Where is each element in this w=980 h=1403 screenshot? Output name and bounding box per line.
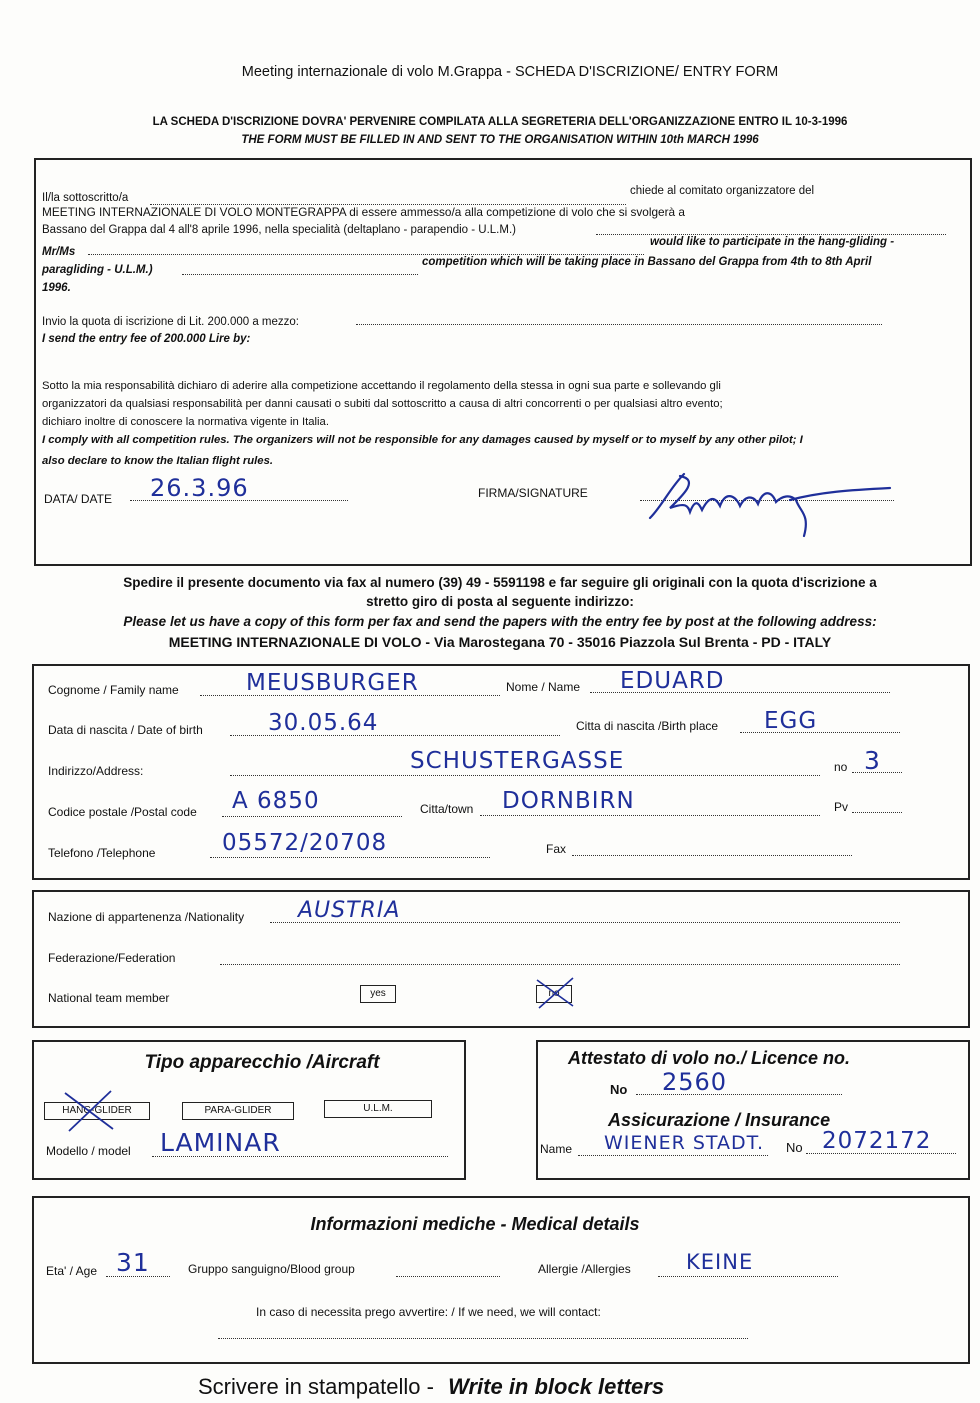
licence-no-field[interactable]: 2560 bbox=[662, 1068, 728, 1096]
federation-line[interactable] bbox=[220, 964, 900, 965]
name-label: Nome / Name bbox=[506, 680, 581, 694]
declaration-text-en: 1996. bbox=[42, 282, 71, 294]
declaration-text: Bassano del Grappa dal 4 all'8 aprile 1996, nella specialità (deltaplano - parapendio - U.L.M.) bbox=[42, 224, 516, 236]
address-line bbox=[230, 775, 820, 776]
footer-instruction-en: Write in block letters bbox=[448, 1374, 665, 1399]
responsibility-text-en: also declare to know the Italian flight rules. bbox=[42, 455, 274, 467]
form-title: Meeting internazionale di volo M.Grappa - SCHEDA D'ISCRIZIONE/ ENTRY FORM bbox=[241, 64, 779, 80]
cross-mark-icon bbox=[59, 1089, 119, 1133]
telephone-label: Telefono /Telephone bbox=[48, 846, 156, 860]
ulm-checkbox[interactable]: U.L.M. bbox=[324, 1100, 432, 1118]
birthplace-label: Citta di nascita /Birth place bbox=[576, 719, 719, 733]
insurance-name-field[interactable]: WIENER STADT. bbox=[604, 1132, 765, 1154]
town-line bbox=[480, 815, 820, 816]
blood-group-label: Gruppo sanguigno/Blood group bbox=[188, 1262, 355, 1276]
declaration-text: Il/la sottoscritto/a bbox=[42, 192, 129, 204]
licence-no-label: No bbox=[610, 1082, 628, 1097]
aircraft-title: Tipo apparecchio /Aircraft bbox=[144, 1052, 380, 1073]
address-field[interactable]: SCHUSTERGASSE bbox=[410, 748, 625, 774]
hang-glider-checkbox[interactable] bbox=[44, 1102, 150, 1120]
team-no-checkbox[interactable] bbox=[536, 985, 572, 1003]
cross-mark-icon bbox=[533, 976, 577, 1010]
speciality-line[interactable] bbox=[596, 234, 946, 235]
responsibility-text: organizzatori da qualsiasi responsabilità per danni causati o subiti dal sottoscritto a causa di altri concorrenti o per qualsiasi altro evento; bbox=[42, 398, 723, 410]
footer-instruction bbox=[198, 1374, 664, 1400]
nationality-label: Nazione di appartenenza /Nationality bbox=[48, 910, 245, 924]
fax-line[interactable] bbox=[572, 855, 852, 856]
responsibility-text-en: I comply with all competition rules. The organizers will not be responsible for any damages caused by myself or to myself by any other pilot; I bbox=[42, 434, 803, 446]
federation-label: Federazione/Federation bbox=[48, 951, 176, 965]
applicant-name-line-en[interactable] bbox=[88, 254, 644, 255]
family-name-label: Cognome / Family name bbox=[48, 683, 179, 697]
blood-group-line[interactable] bbox=[396, 1276, 500, 1277]
declaration-text-en: would like to participate in the hang-gliding - bbox=[650, 236, 895, 248]
para-glider-checkbox[interactable]: PARA-GLIDER bbox=[182, 1102, 294, 1120]
allergies-label: Allergie /Allergies bbox=[538, 1262, 631, 1276]
licence-title: Attestato di volo no./ Licence no. bbox=[568, 1048, 851, 1068]
nationality-field[interactable]: AUSTRIA bbox=[298, 898, 401, 923]
house-no-field[interactable]: 3 bbox=[864, 746, 881, 775]
national-team-label: National team member bbox=[48, 991, 170, 1005]
allergies-line bbox=[658, 1276, 838, 1277]
dob-label: Data di nascita / Date of birth bbox=[48, 723, 203, 737]
date-label: DATA/ DATE bbox=[44, 492, 113, 506]
emergency-contact-line[interactable] bbox=[218, 1338, 748, 1339]
insurance-name-label: Name bbox=[540, 1142, 573, 1156]
emergency-contact-label: In caso di necessita prego avvertire: / If we need, we will contact: bbox=[256, 1305, 601, 1319]
responsibility-text: dichiaro inoltre di conoscere la normativa vigente in Italia. bbox=[42, 416, 329, 428]
allergies-field[interactable]: KEINE bbox=[686, 1250, 754, 1274]
signature-label: FIRMA/SIGNATURE bbox=[478, 486, 588, 500]
declaration-text: chiede al comitato organizzatore del bbox=[630, 185, 815, 197]
declaration-text-en: paragliding - U.L.M.) bbox=[42, 264, 153, 276]
house-no-label: no bbox=[834, 760, 848, 774]
hang-glider-label: HANG-GLIDER bbox=[62, 1105, 132, 1116]
birthplace-field[interactable]: EGG bbox=[764, 708, 818, 734]
mailing-address: MEETING INTERNAZIONALE DI VOLO - Via Marostegana 70 - 35016 Piazzola Sul Brenta - PD - ITALY bbox=[168, 634, 832, 650]
town-field[interactable]: DORNBIRN bbox=[502, 788, 635, 814]
telephone-line bbox=[210, 857, 490, 858]
team-yes-checkbox[interactable]: yes bbox=[360, 985, 396, 1003]
telephone-field[interactable]: 05572/20708 bbox=[222, 830, 388, 856]
fee-text: Invio la quota di iscrizione di Lit. 200.000 a mezzo: bbox=[42, 316, 299, 328]
age-field[interactable]: 31 bbox=[116, 1248, 150, 1277]
fee-text-en: I send the entry fee of 200.000 Lire by: bbox=[42, 333, 251, 345]
age-label: Eta' / Age bbox=[46, 1264, 97, 1278]
postal-code-line bbox=[222, 816, 402, 817]
model-label: Modello / model bbox=[46, 1144, 131, 1158]
insurance-no-field[interactable]: 2072172 bbox=[822, 1128, 932, 1154]
deadline-notice-en: THE FORM MUST BE FILLED IN AND SENT TO THE ORGANISATION WITHIN 10th MARCH 1996 bbox=[241, 134, 759, 146]
fax-label: Fax bbox=[546, 842, 567, 856]
address-label: Indirizzo/Address: bbox=[48, 764, 144, 778]
town-label: Citta/town bbox=[420, 802, 474, 816]
dob-field[interactable]: 30.05.64 bbox=[268, 710, 379, 736]
responsibility-text: Sotto la mia responsabilità dichiaro di aderire alla competizione accettando il regolamento della stessa in ogni sua parte e sollevando gli bbox=[42, 380, 721, 392]
family-name-field[interactable]: MEUSBURGER bbox=[246, 670, 419, 696]
insurance-no-label: No bbox=[786, 1140, 803, 1155]
mailing-instructions: Spedire il presente documento via fax al numero (39) 49 - 5591198 e far seguire gli originali con la quota d'iscrizione a bbox=[123, 575, 877, 590]
province-line[interactable] bbox=[852, 812, 902, 813]
province-label: Pv bbox=[834, 800, 849, 814]
name-field[interactable]: EDUARD bbox=[620, 668, 725, 694]
date-value[interactable]: 26.3.96 bbox=[150, 474, 249, 502]
team-no-label: no bbox=[548, 988, 560, 999]
footer-instruction-it: Scrivere in stampatello - bbox=[198, 1374, 434, 1399]
fee-method-line[interactable] bbox=[356, 324, 882, 325]
speciality-line-en[interactable] bbox=[182, 274, 418, 275]
postal-code-field[interactable]: A 6850 bbox=[232, 788, 320, 814]
declaration-text: MEETING INTERNAZIONALE DI VOLO MONTEGRAPPA di essere ammesso/a alla competizione di volo che si svolgerà a bbox=[42, 205, 685, 219]
medical-title: Informazioni mediche - Medical details bbox=[310, 1214, 640, 1234]
postal-code-label: Codice postale /Postal code bbox=[48, 805, 197, 819]
declaration-text-en: competition which will be taking place in Bassano del Grappa from 4th to 8th April bbox=[422, 256, 872, 268]
mailing-instructions-en: Please let us have a copy of this form per fax and send the papers with the entry fee by post at the following address: bbox=[123, 614, 877, 629]
signature-image bbox=[640, 466, 900, 546]
insurance-name-line bbox=[578, 1155, 768, 1156]
model-field[interactable]: LAMINAR bbox=[160, 1128, 281, 1157]
deadline-notice-it: LA SCHEDA D'ISCRIZIONE DOVRA' PERVENIRE COMPILATA ALLA SEGRETERIA DELL'ORGANIZZAZIONE ENTRO IL 10-3-1996 bbox=[152, 116, 848, 128]
declaration-text-en: Mr/Ms bbox=[42, 246, 76, 258]
insurance-title: Assicurazione / Insurance bbox=[608, 1110, 831, 1130]
mailing-instructions: stretto giro di posta al seguente indirizzo: bbox=[366, 594, 634, 609]
